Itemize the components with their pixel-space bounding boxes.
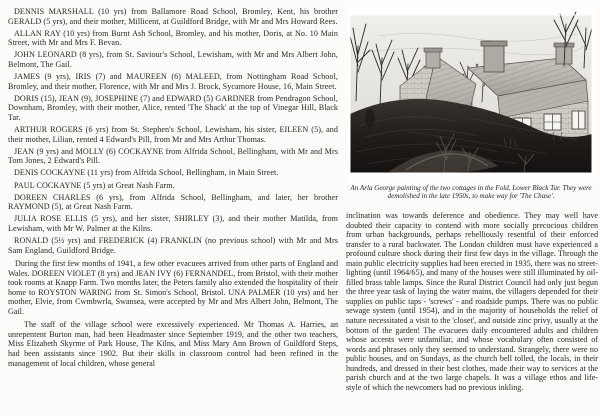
evacuee-entry: DOREEN CHARLES (6 yrs), from Alfrida School, Bellingham, and later, her brother RAYMOND (5), at Great Nash Farm. bbox=[8, 192, 338, 212]
cottages-painting-figure bbox=[348, 6, 594, 182]
evacuee-entry: DORIS (15), JEAN (9), JOSEPHINE (7) and EDWARD (5) GARDNER from Pendragon School, Downham, Bromley, with their mother, Alice, rented 'The Shack' at the top of Vinegar Hill, Black Tar. bbox=[8, 93, 338, 122]
evacuee-entry: RONALD (5½ yrs) and FREDERICK (4) FRANKLIN (no previous school) with Mr and Mrs Sam England, Guildford Bridge. bbox=[8, 236, 338, 255]
right-body-paragraph: inclination was towards deference and obedience. They may well have doubted their capacity to contend with more socially precocious children from urban backgrounds, perhaps rebelliously resentful of their enforced transfer to a rural backwater. The London children must have experienced a profound culture shock during their first few days in the village. Through the main public electricity supplies had been erected in 1935, there was no street-lighting (until 1964/65), and many of the houses were still illuminated by oil-filled brass table lamps. Since the Rural District Council had only just begun the three year task of laying the water mains, the villagers depended for their supplies on public taps - 'screws' - and roadside pumps. There was no public sewage system (until 1954), and in the majority of households the relief of nature necessitated a visit to the 'closet', and outside zinc privy, usually at the bottom of the garden! The evacuees daily encountered adults and children whose accents were unfamiliar, and whose vocabulary often consisted of words and phrases only they seemed to understand. Strangely, there were no public houses, and on Sundays, as the church bell tolled, the locals, in their hundreds, and dressed in their best clothes, made their way to services at the parish church and at the two large chapels. It was a village ethos and life-style of which the newcomers had no previous inkling. bbox=[346, 211, 598, 392]
evacuee-entry: JEAN (9 yrs) and MOLLY (6) COCKAYNE from Alfrida School, Bellingham, with Mr and Mrs Tom Jones, 2 Edward's Pill. bbox=[8, 146, 338, 166]
evacuee-entry: DENNIS MARSHALL (10 yrs) from Ballamore Road School, Bromley, Kent, his brother GERALD (5 yrs), and their mother, Millicent, at Guildford Bridge, with Mr and Mrs Howard Rees. bbox=[8, 7, 338, 26]
figure-caption: An Arla George painting of the two cottages in the Fold, Lower Black Tar. They were demolished in the late 1950s, to make way for 'The Chase'. bbox=[350, 184, 592, 201]
evacuee-entry: PAUL COCKAYNE (5 yrs) at Great Nash Farm. bbox=[14, 180, 175, 190]
left-text-column bbox=[8, 7, 338, 411]
body-paragraph-school-staff: The staff of the village school were excessively experienced. Mr Thomas A. Harries, an unrepentent Burton man, had been Headmaster since September 1919, and the other two teachers, Miss Elizabeth Skyrme of Park House, The Kilns, and Miss Mary Ann Brown of Guildford Steps, had been assistants since 1902. But their skills in classroom control had been refined in the management of local children, whose general bbox=[8, 320, 338, 368]
right-column bbox=[346, 0, 596, 416]
evacuee-entry: ALLAN RAY (10 yrs) from Burnt Ash School, Bromley, and his mother, Doris, at No. 10 Main Street, with Mr and Mrs F. Bevan. bbox=[8, 28, 338, 48]
evacuee-entry: DENIS COCKAYNE (11 yrs) from Alfrida School, Bellingham, in Main Street. bbox=[14, 168, 279, 178]
evacuee-entry: JAMES (9 yrs), IRIS (7) and MAUREEN (6) MALEED, from Nottingham Road School, Bromley, and their mother, Florence, with Mr and Mrs J. Brock, Sycamore House, 16, Main Street. bbox=[8, 72, 338, 91]
evacuee-entry: JULIA ROSE ELLIS (5 yrs), and her sister, SHIRLEY (3), and their mother Matilda, from Lewisham, with Mr W. Palmer at the Kilns. bbox=[8, 214, 338, 233]
body-paragraph-arrivals: During the first few months of 1941, a few other evacuees arrived from other parts of England and Wales. DOREEN VIOLET (8 yrs) and JEAN IVY (6) FERNANDEL, from Bristol, with their mother took rooms at Knapp Farm. Two months later, the Peters family also extended the hospitality of their home to ROYSTON WARING from St. Simon's School, Bristol. UNA PALMER (10 yrs) and her mother, Elvie, from Cwmbwrla, Swansea, were accepted by Mr and Mrs Albert John, Belmont, The Gail. bbox=[8, 259, 338, 316]
evacuee-entry: ARTHUR ROGERS (6 yrs) from St. Stephen's School, Lewisham, his sister, EILEEN (5), and their mother, Lilian, rented 4 Edward's Pill, from Mr and Mrs Arthur Thomas. bbox=[8, 124, 338, 144]
evacuee-entry: JOHN LEONARD (8 yrs), from St. Saviour's School, Lewisham, with Mr and Mrs Albert John, Belmont, The Gail. bbox=[8, 50, 338, 69]
cottages-painting-image bbox=[348, 6, 594, 182]
